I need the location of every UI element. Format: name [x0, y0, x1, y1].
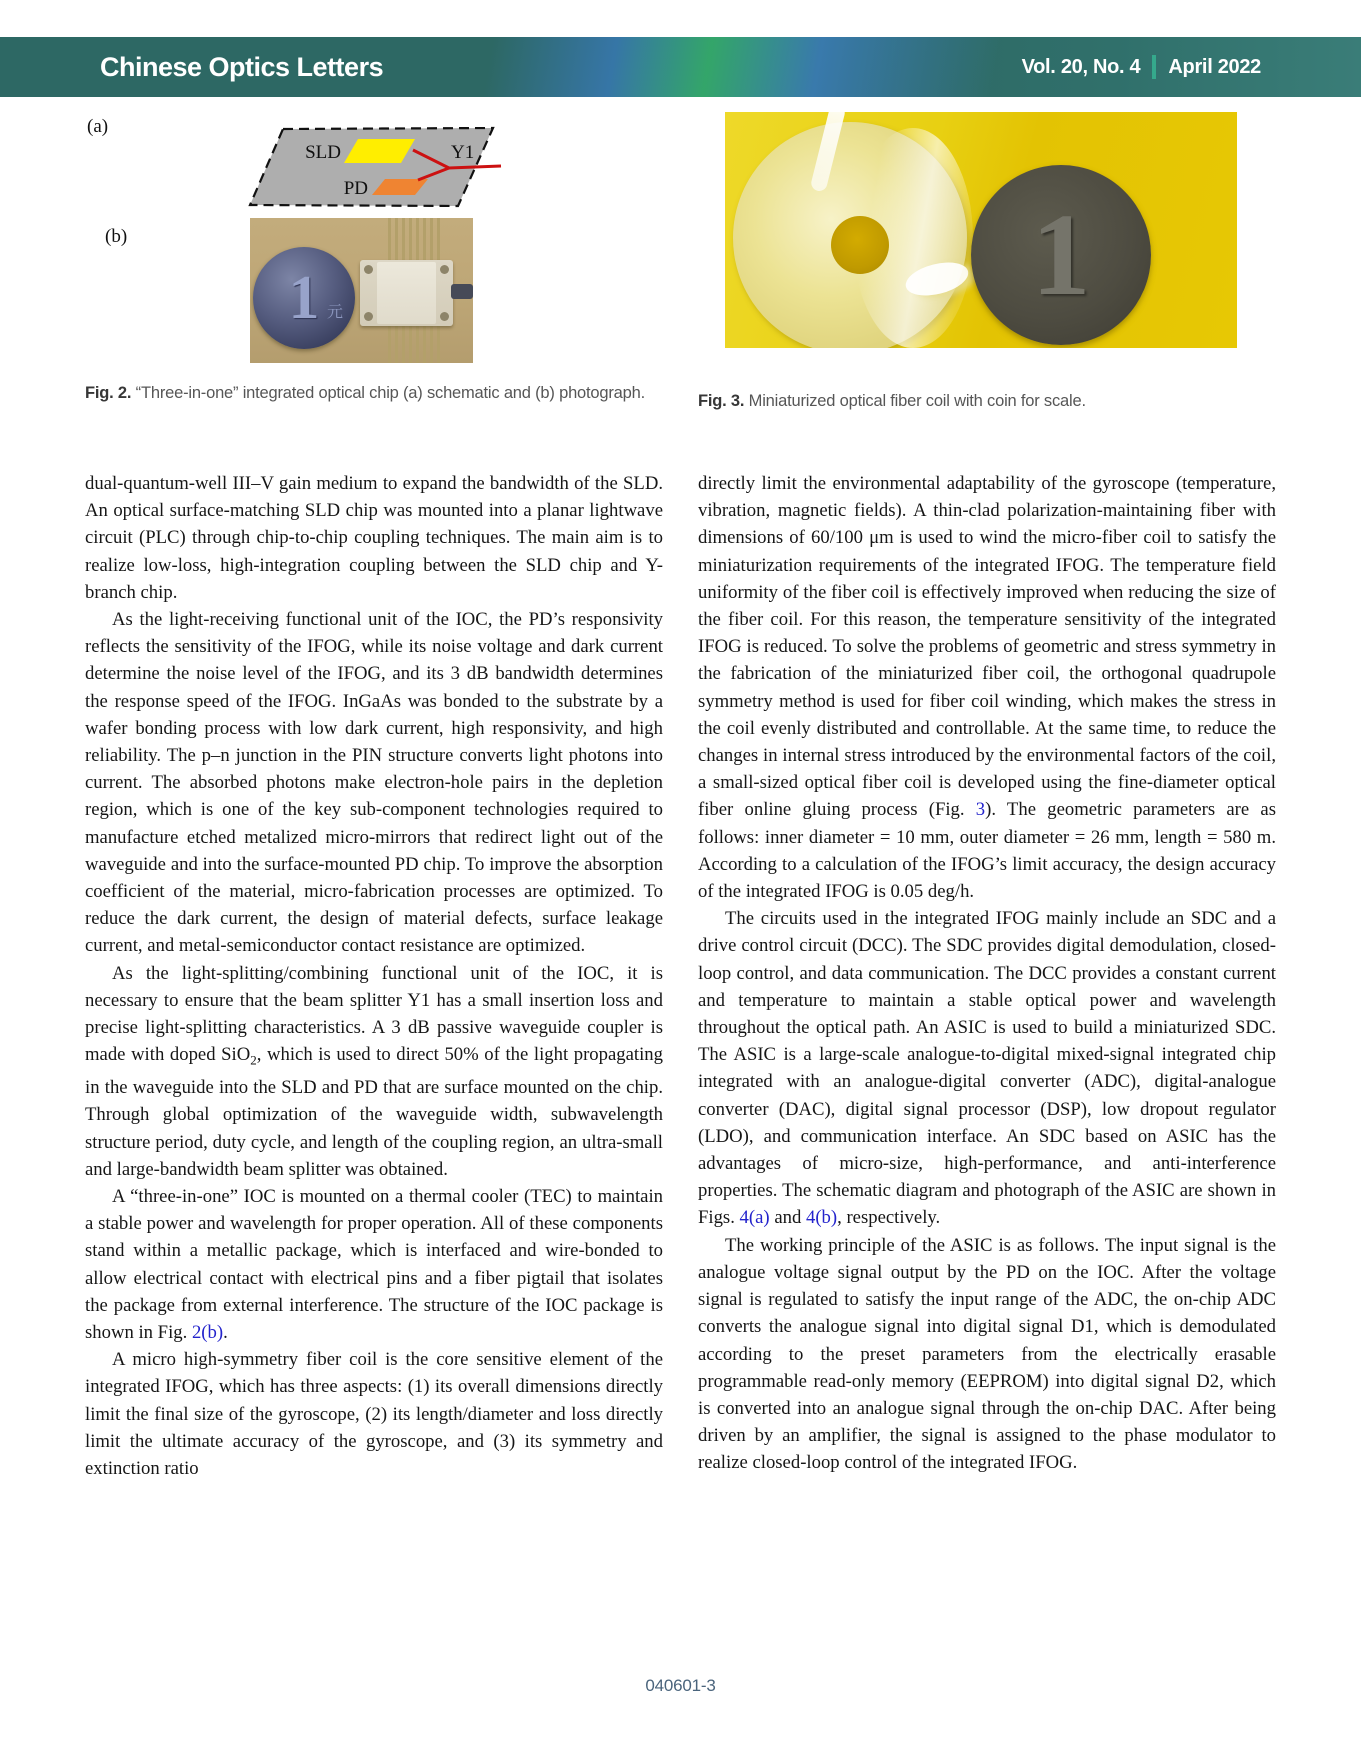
body-paragraph: [698, 470, 1276, 905]
paragraph-text: A “three-in-one” IOC is mounted on a thermal cooler (TEC) to maintain a stable power and wavelength for proper operation. All of these components stand within a metallic package, which is interfaced and wire-bonded to allow electrical contact with electrical pins and a fiber pigtail that isolates the package from external interference. The structure of the IOC package is shown in Fig.: [85, 1186, 663, 1344]
paragraph-text: The circuits used in the integrated IFOG mainly include an SDC and a drive control circuit (DCC). The SDC provides digital demodulation, closed-loop control, and data communication. The DCC provides a constant current and temperature to maintain a stable optical power and wavelength throughout the optical path. An ASIC is used to build a miniaturized SDC. The ASIC is a large-scale analogue-to-digital mixed-signal integrated chip integrated with an analogue-digital converter (ADC), digital-analogue converter (DAC), digital signal processor (DSP), low dropout regulator (LDO), and communication interface. An SDC based on ASIC has the advantages of micro-size, high-performance, and anti-interference properties. The schematic diagram and photograph of the ASIC are shown in Figs.: [698, 908, 1276, 1229]
coin-numeral: 1: [288, 263, 320, 332]
body-paragraph: dual-quantum-well III–V gain medium to expand the bandwidth of the SLD. An optical surface-matching SLD chip was mounted into a planar lightwave circuit (PLC) through chip-to-chip coupling techniques. The main aim is to realize low-loss, high-integration coupling between the SLD chip and Y-branch chip.: [85, 473, 663, 603]
paragraph-text: As the light-splitting/combining functional unit of the IOC, it is necessary to ensure that the beam splitter Y1 has a small insertion loss and precise light-splitting characteristics. A 3 dB passive waveguide coupler is made with doped SiO: [85, 962, 663, 1066]
chip-pins-top: [388, 218, 442, 260]
figure-2-caption: [85, 382, 663, 405]
chip-pins-bottom: [388, 326, 442, 363]
figure-4a-reference-link[interactable]: 4(a): [739, 1207, 770, 1229]
mount-hole: [364, 312, 373, 321]
figure-3-photo: [725, 112, 1237, 348]
body-paragraph: [85, 960, 663, 1183]
body-paragraph: [698, 905, 1276, 1231]
body-paragraph: The working principle of the ASIC is as follows. The input signal is the analogue voltage signal output by the PD on the IOC. After the voltage signal is regulated to satisfy the input range of the ADC, the on-chip ADC converts the analogue signal into digital signal D1, which is demodulated according to the preset parameters from the electrically erasable programmable read-only memory (EEPROM) into digital signal D2, which is converted into an analogue signal through the on-chip DAC. After being driven by an amplifier, the signal is assigned to the phase modulator to realize closed-loop control of the integrated IFOG.: [698, 1234, 1276, 1474]
y1-label: Y1: [451, 142, 475, 163]
page-number: 040601-3: [645, 1676, 716, 1695]
coin-yuan-character: 元: [326, 304, 343, 321]
paragraph-text: ). The geometric parameters are as follows: inner diameter = 10 mm, outer diameter = 26 mm, length = 580 m. According to a calculation of the IFOG’s limit accuracy, the design accuracy of the integrated IFOG is 0.05 deg/h.: [698, 799, 1276, 903]
figure-2b-photo: [250, 218, 473, 363]
right-column: [698, 112, 1276, 1482]
mount-hole: [440, 312, 449, 321]
figure-2b-reference-link[interactable]: 2(b): [191, 1322, 224, 1344]
issue-separator-bar: [1152, 55, 1156, 79]
journal-title: Chinese Optics Letters: [100, 51, 384, 82]
journal-header-banner: [0, 37, 1361, 97]
figure-3-caption-text: Miniaturized optical fiber coil with coin for scale.: [748, 392, 1086, 410]
figure-2a-schematic: [205, 112, 515, 212]
paragraph-text: .: [223, 1322, 228, 1344]
body-paragraph: As the light-receiving functional unit of the IOC, the PD’s responsivity reflects the sensitivity of the IFOG, while its noise voltage and dark current determine the noise level of the IFOG, and its 3 dB bandwidth determines the response speed of the IFOG. InGaAs was bonded to the substrate by a wafer bonding process with low dark current, high responsivity, and high reliability. The p–n junction in the PIN structure converts light photons into current. The absorbed photons make electron-hole pairs in the depletion region, which is one of the key sub-component technologies required to manufacture etched metalized micro-mirrors that redirect light out of the waveguide and into the surface-mounted PD chip. To improve the absorption coefficient of the material, micro-fabrication processes are optimized. To reduce the dark current, the design of material defects, surface leakage current, and metal-semiconductor contact resistance are optimized.: [85, 609, 663, 957]
pd-label: PD: [343, 178, 368, 199]
page-content: [85, 112, 1276, 1482]
figure-3-reference-link[interactable]: 3: [975, 799, 986, 821]
figure-4b-reference-link[interactable]: 4(b): [805, 1207, 838, 1229]
mount-hole: [440, 265, 449, 274]
paragraph-text: , which is used to direct 50% of the light propagating in the waveguide into the SLD and PD that are surface mounted on the chip. Through global optimization of the waveguide width, subwavelength structure period, duty cycle, and length of the coupling region, an ultra-small and large-bandwidth beam splitter was obtained.: [85, 1044, 663, 1180]
figure-2-caption-label: Fig. 2.: [85, 384, 132, 402]
issue-info: [1022, 55, 1261, 79]
figure-2a-panel-label: (a): [87, 116, 109, 137]
issue-volume: Vol. 20, No. 4: [1021, 55, 1141, 78]
figure-3-caption: [698, 390, 1276, 413]
ioc-package-photo: [360, 260, 453, 326]
issue-date: April 2022: [1168, 55, 1261, 78]
sld-label: SLD: [305, 142, 341, 163]
paragraph-text: directly limit the environmental adaptability of the gyroscope (temperature, vibration, magnetic fields). A thin-clad polarization-maintaining fiber with dimensions of 60/100 μm is used to wind the micro-fiber coil to satisfy the miniaturization requirements of the integrated IFOG. The temperature field uniformity of the fiber coil is effectively improved when reducing the size of the fiber coil. For this reason, the temperature sensitivity of the integrated IFOG is reduced. To solve the problems of geometric and stress symmetry in the fabrication of the miniaturized fiber coil, the orthogonal quadrupole symmetry method is used for fiber coil winding, which makes the stress in the coil evenly distributed and controllable. At the same time, to reduce the changes in internal stress introduced by the environmental factors of the coil, a small-sized optical fiber coil is developed using the fine-diameter optical fiber online gluing process (Fig.: [698, 473, 1276, 821]
coin-photo: [971, 165, 1151, 345]
coin-photo: [253, 247, 355, 349]
mount-hole: [364, 265, 373, 274]
figure-3-block: [698, 112, 1276, 470]
figure-3-caption-label: Fig. 3.: [698, 392, 745, 410]
body-paragraph: A micro high-symmetry fiber coil is the core sensitive element of the integrated IFOG, which has three aspects: (1) its overall dimensions directly limit the final size of the gyroscope, (2) its length/diameter and loss directly limit the ultimate accuracy of the gyroscope, and (3) its symmetry and extinction ratio: [85, 1349, 663, 1480]
left-column: [85, 112, 663, 1482]
figure-2-block: [85, 112, 663, 470]
paragraph-text: , respectively.: [837, 1207, 941, 1229]
fiber-coil-center-hole: [831, 216, 889, 274]
body-paragraph: [85, 1183, 663, 1346]
fiber-pigtail-stub: [451, 284, 473, 299]
coin-numeral: 1: [1031, 189, 1091, 320]
sio2-subscript: 2: [250, 1053, 257, 1068]
figure-2b-panel-label: (b): [105, 226, 128, 247]
paragraph-text: and: [769, 1207, 806, 1229]
figure-2-caption-text: “Three-in-one” integrated optical chip (a) schematic and (b) photograph.: [135, 384, 645, 402]
ioc-package-lid: [377, 262, 436, 324]
